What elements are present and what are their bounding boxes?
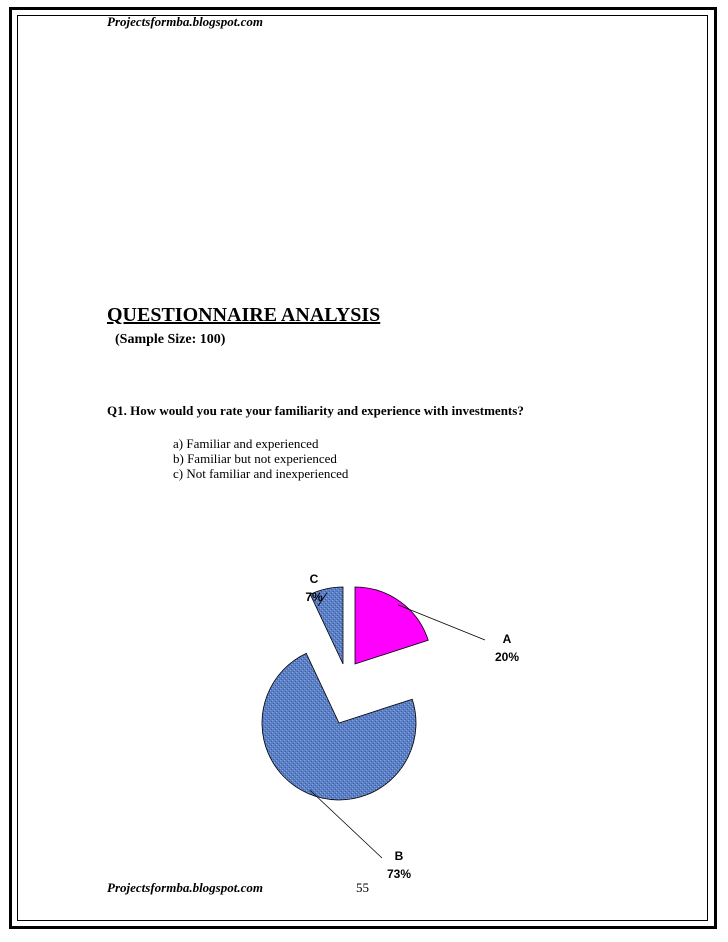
slice-label-c: C bbox=[309, 572, 319, 586]
slice-value-a: 20% bbox=[494, 650, 520, 664]
option-b: b) Familiar but not experienced bbox=[173, 451, 337, 466]
option-a: a) Familiar and experienced bbox=[173, 436, 319, 451]
option-c: c) Not familiar and inexperienced bbox=[173, 466, 349, 481]
section-subtitle: (Sample Size: 100) bbox=[115, 332, 226, 347]
slice-label-b: B bbox=[394, 849, 404, 863]
question-text: Q1. How would you rate your familiarity and experience with investments? bbox=[107, 403, 524, 418]
header-site-name: Projectsformba.blogspot.com bbox=[107, 14, 263, 29]
slice-value-b: 73% bbox=[386, 867, 412, 881]
pie-slice-a bbox=[355, 587, 428, 664]
page-number: 55 bbox=[356, 880, 369, 895]
footer-site-name: Projectsformba.blogspot.com bbox=[107, 880, 263, 895]
pie-slice-b bbox=[262, 653, 416, 800]
section-title: QUESTIONNAIRE ANALYSIS bbox=[107, 304, 381, 326]
slice-label-a: A bbox=[502, 632, 512, 646]
slice-value-c: 7% bbox=[305, 590, 323, 604]
leader-line-b bbox=[310, 790, 382, 858]
